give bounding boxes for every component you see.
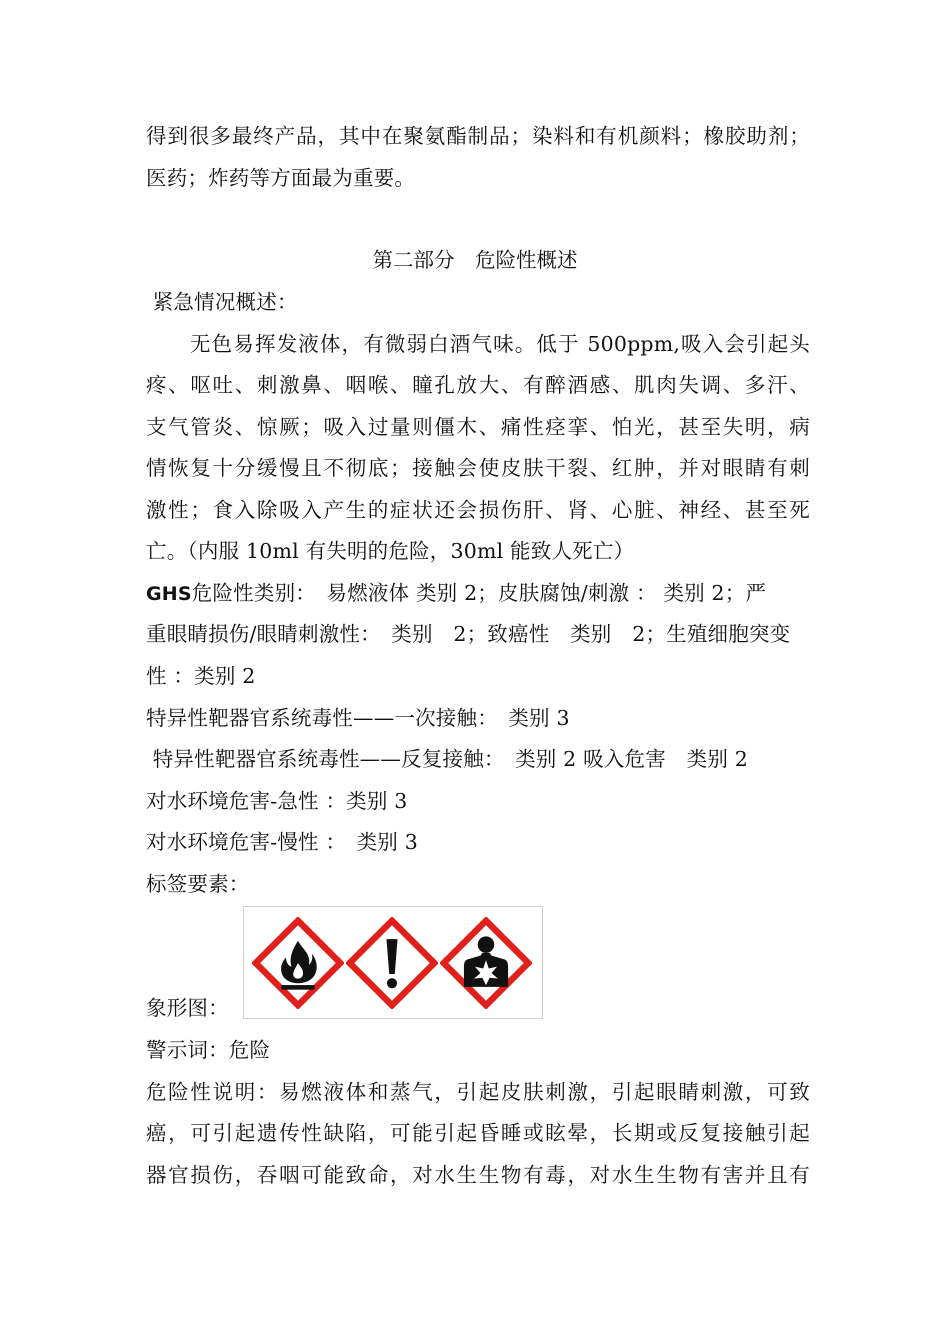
text-line-17: 对水环境危害-慢性 ： 类别 3 <box>146 830 418 854</box>
text-line-1: 得到很多最终产品，其中在聚氨酯制品；染料和有机颜料；橡胶助剂； <box>146 124 810 148</box>
label-elements-heading: 标签要素： <box>146 872 250 896</box>
text-line-12: 重眼睛损伤/眼睛刺激性： 类别 2；致癌性 类别 2；生殖细胞突变 <box>146 622 791 646</box>
text-line-22: 危险性说明：易燃液体和蒸气，引起皮肤刺激，引起眼睛刺激，可致 <box>146 1080 810 1104</box>
text-line-7: 支气管炎、惊厥；吸入过量则僵木、痛性痉挛、怕光，甚至失明，病 <box>146 415 810 439</box>
text-line-14: 特异性靶器官系统毒性——一次接触： 类别 3 <box>146 706 570 730</box>
health-hazard-icon <box>440 917 532 1009</box>
text-line-6: 疼、呕吐、刺激鼻、咽喉、瞳孔放大、有醉酒感、肌肉失调、多汗、 <box>146 373 810 397</box>
text-line-5: 无色易挥发液体，有微弱白酒气味。低于 500ppm,吸入会引起头 <box>190 332 810 356</box>
ghs-classification-text: 危险性类别： 易燃液体 类别 2；皮肤腐蚀/刺激 ： 类别 2；严 <box>191 581 767 605</box>
text-line-13: 性 ：类别 2 <box>146 664 256 688</box>
ghs-label: GHS <box>146 583 192 605</box>
text-line-2: 医药；炸药等方面最为重要。 <box>146 166 416 190</box>
pictogram-panel <box>243 906 543 1019</box>
text-line-15: 特异性靶器官系统毒性——反复接触： 类别 2 吸入危害 类别 2 <box>146 747 748 771</box>
flame-icon <box>252 917 344 1009</box>
text-line-23: 癌，可引起遗传性缺陷，可能引起昏睡或眩晕，长期或反复接触引起 <box>146 1121 810 1145</box>
text-line-16: 对水环境危害-急性 ：类别 3 <box>146 789 408 813</box>
text-line-9: 激性；食入除吸入产生的症状还会损伤肝、肾、心脏、神经、甚至死 <box>146 498 810 522</box>
section-heading: 第二部分 危险性概述 <box>372 248 578 272</box>
pictogram-label: 象形图： <box>146 996 229 1020</box>
text-line-24: 器官损伤，吞咽可能致命，对水生生物有毒，对水生生物有害并且有 <box>146 1163 810 1187</box>
emergency-overview-label: 紧急情况概述： <box>146 290 298 314</box>
text-line-10: 亡。（内服 10ml 有失明的危险，30ml 能致人死亡） <box>146 539 635 563</box>
ghs-classification-line <box>146 579 810 608</box>
text-line-8: 情恢复十分缓慢且不彻底；接触会使皮肤干裂、红肿，并对眼睛有刺 <box>146 456 810 480</box>
signal-word: 警示词：危险 <box>146 1038 271 1062</box>
exclamation-mark-icon <box>346 917 438 1009</box>
